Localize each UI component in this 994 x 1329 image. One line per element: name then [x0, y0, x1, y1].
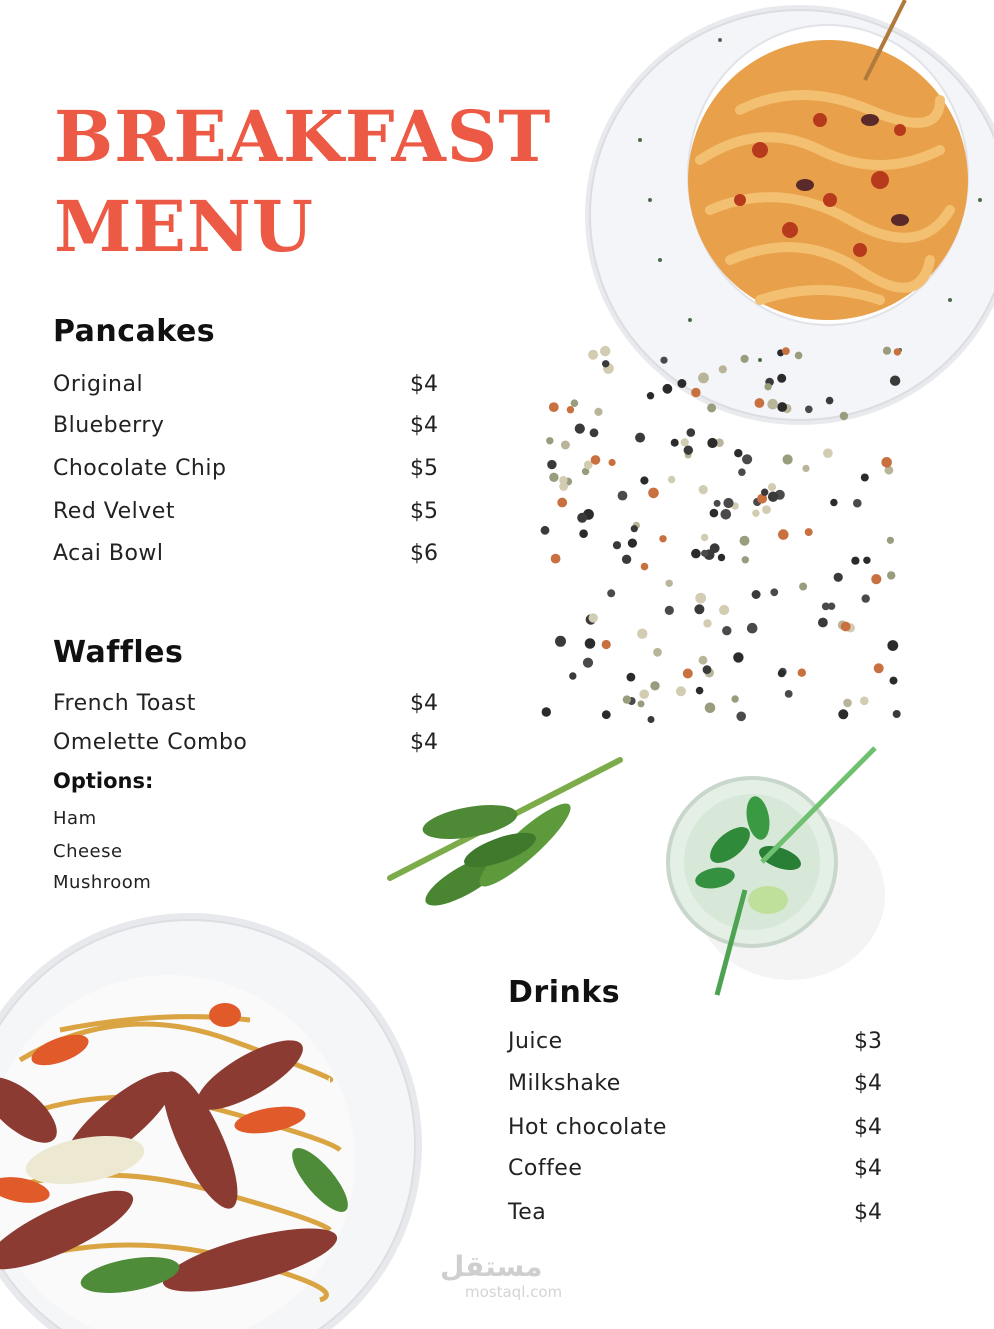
peppercorn — [547, 460, 556, 469]
peppercorn — [551, 554, 561, 564]
option-item: Cheese — [53, 841, 123, 862]
peppercorn — [770, 588, 778, 596]
peppercorn — [719, 605, 729, 615]
peppercorn — [637, 629, 647, 639]
menu-item-price: $4 — [410, 730, 438, 755]
peppercorn — [714, 500, 721, 507]
peppercorn — [802, 465, 809, 472]
menu-item-price: $3 — [854, 1029, 882, 1054]
peppercorn — [569, 672, 576, 679]
peppercorn — [590, 428, 599, 437]
peppercorn — [698, 373, 709, 384]
menu-item-name: Coffee — [508, 1156, 583, 1181]
peppercorn — [628, 539, 637, 548]
peppercorn — [640, 476, 648, 484]
peppercorn — [557, 498, 567, 508]
peppercorn — [591, 455, 601, 465]
peppercorn — [834, 573, 843, 582]
menu-item-name: Hot chocolate — [508, 1115, 667, 1140]
peppercorn — [830, 499, 837, 506]
peppercorn — [631, 525, 638, 532]
menu-item-price: $4 — [410, 691, 438, 716]
menu-item-price: $5 — [410, 456, 438, 481]
peppercorn — [799, 583, 807, 591]
peppercorn — [639, 689, 649, 699]
peppercorn — [768, 492, 778, 502]
peppercorn — [733, 652, 743, 662]
peppercorn — [843, 699, 852, 708]
peppercorn — [665, 606, 674, 615]
menu-item-price: $4 — [854, 1115, 882, 1140]
options-heading: Options: — [53, 769, 154, 793]
peppercorn — [648, 716, 655, 723]
peppercorn — [719, 365, 727, 373]
peppercorn — [738, 468, 746, 476]
peppercorn — [755, 398, 765, 408]
peppercorn — [684, 446, 693, 455]
peppercorn — [602, 640, 611, 649]
peppercorn — [638, 700, 645, 707]
peppercorn — [840, 412, 848, 420]
peppercorn — [600, 346, 610, 356]
peppercorn — [823, 448, 833, 458]
menu-item-price: $4 — [410, 413, 438, 438]
peppercorn — [602, 710, 611, 719]
peppercorn — [671, 439, 679, 447]
peppercorn — [736, 712, 746, 722]
peppercorn — [742, 556, 749, 563]
peppercorn — [613, 541, 621, 549]
peppercorn — [828, 603, 835, 610]
peppercorn — [635, 433, 645, 443]
peppercorn — [696, 687, 704, 695]
peppercorn — [627, 673, 636, 682]
peppercorn — [579, 529, 588, 538]
peppercorn — [890, 677, 898, 685]
peppercorn — [841, 622, 851, 632]
peppercorn — [777, 374, 786, 383]
peppercorn — [577, 513, 587, 523]
peppercorn — [851, 557, 859, 565]
peppercorn — [641, 563, 649, 571]
peppercorn — [687, 428, 696, 437]
peppercorn — [567, 406, 574, 413]
peppercorn — [707, 403, 716, 412]
peppercorn — [798, 669, 806, 677]
steak-plate-image — [0, 913, 422, 1329]
menu-item-name: Juice — [508, 1029, 563, 1054]
peppercorn — [860, 697, 869, 706]
peppercorn — [691, 388, 700, 397]
peppercorn — [701, 550, 708, 557]
peppercorn — [701, 534, 708, 541]
peppercorn — [594, 408, 602, 416]
peppercorn — [887, 571, 895, 579]
peppercorn — [559, 476, 567, 484]
peppercorn — [695, 593, 706, 604]
peppercorn — [668, 476, 675, 483]
peppercorn — [747, 623, 758, 634]
peppercorn — [731, 695, 738, 702]
peppercorn — [805, 406, 813, 414]
menu-item-price: $6 — [410, 541, 438, 566]
peppercorn — [862, 594, 870, 602]
watermark-logo: مستقل — [440, 1250, 543, 1283]
peppercorn — [602, 360, 609, 367]
peppercorn — [767, 399, 778, 410]
menu-title-line2: MENU — [54, 185, 314, 268]
menu-item-name: Red Velvet — [53, 499, 175, 524]
menu-item-name: Chocolate Chip — [53, 456, 227, 481]
menu-item-price: $4 — [854, 1071, 882, 1096]
peppercorn — [555, 636, 566, 647]
peppercorn — [718, 554, 725, 561]
menu-item-name: Original — [53, 372, 144, 397]
peppercorn — [707, 438, 717, 448]
peppercorn — [660, 357, 667, 364]
peppercorn — [721, 509, 732, 520]
peppercorn — [659, 535, 666, 542]
peppercorn — [549, 402, 559, 412]
peppercorn — [705, 703, 716, 714]
peppercorn — [677, 379, 686, 388]
peppercorn — [853, 499, 862, 508]
peppercorn — [887, 537, 894, 544]
peppercorn — [710, 543, 720, 553]
peppercorn — [588, 350, 598, 360]
waffles-heading: Waffles — [53, 635, 184, 670]
peppercorn — [549, 473, 558, 482]
peppercorn — [585, 638, 596, 649]
peppercorn — [805, 528, 813, 536]
peppercorn — [683, 669, 693, 679]
peppercorn — [694, 604, 704, 614]
peppercorn — [740, 536, 750, 546]
peppercorn — [710, 509, 719, 518]
peppercorn — [861, 474, 869, 482]
peppercorn — [723, 498, 733, 508]
menu-item-name: Blueberry — [53, 413, 165, 438]
peppercorn — [778, 670, 786, 678]
peppercorn — [893, 710, 901, 718]
peppercorn — [648, 488, 659, 499]
peppercorn — [887, 640, 898, 651]
peppercorn — [542, 707, 551, 716]
peppercorn — [722, 626, 731, 635]
peppercorn — [883, 347, 891, 355]
peppercorn — [871, 574, 881, 584]
peppercorn — [618, 491, 628, 501]
peppercorn — [589, 613, 598, 622]
pancakes-heading: Pancakes — [53, 314, 216, 349]
peppercorn — [653, 648, 662, 657]
peppercorn — [571, 399, 579, 407]
peppercorn — [768, 483, 776, 491]
peppercorn — [741, 355, 749, 363]
peppercorn — [777, 402, 787, 412]
mojito-glass-image — [668, 748, 885, 995]
menu-item-name: Omelette Combo — [53, 730, 248, 755]
menu-item-price: $5 — [410, 499, 438, 524]
menu-item-name: French Toast — [53, 691, 196, 716]
peppercorn — [894, 348, 901, 355]
peppercorn — [666, 580, 673, 587]
peppercorn — [622, 555, 631, 564]
peppercorn — [541, 526, 550, 535]
menu-item-price: $4 — [410, 372, 438, 397]
peppercorn — [752, 590, 761, 599]
sage-leaves-image — [390, 760, 620, 915]
peppercorn — [703, 665, 712, 674]
peppercorn — [778, 529, 789, 540]
peppercorn — [752, 510, 759, 517]
menu-title-line1: BREAKFAST — [54, 95, 552, 178]
peppercorn — [761, 489, 768, 496]
peppercorn — [676, 686, 686, 696]
peppercorn — [742, 454, 752, 464]
option-item: Mushroom — [53, 872, 152, 893]
peppercorn — [764, 383, 771, 390]
peppercorn — [691, 549, 701, 559]
peppercorn — [699, 485, 708, 494]
peppercorn — [782, 347, 790, 355]
menu-item-price: $4 — [854, 1200, 882, 1225]
peppercorn — [583, 658, 593, 668]
drinks-heading: Drinks — [508, 975, 621, 1010]
peppercorn — [734, 449, 742, 457]
peppercorn — [874, 663, 884, 673]
pasta-plate-image — [585, 0, 994, 425]
peppercorn — [890, 376, 900, 386]
peppercorn — [818, 618, 828, 628]
peppercorn — [650, 681, 659, 690]
menu-title — [54, 92, 551, 272]
menu-item-name: Tea — [508, 1200, 547, 1225]
peppercorn — [762, 505, 771, 514]
peppercorn — [546, 437, 553, 444]
peppercorn — [681, 438, 689, 446]
peppercorn — [699, 656, 708, 665]
peppercorn — [795, 352, 803, 360]
peppercorn — [575, 424, 585, 434]
peppercorn — [838, 709, 848, 719]
peppercorn — [863, 557, 870, 564]
option-item: Ham — [53, 808, 97, 829]
peppercorn — [647, 392, 654, 399]
menu-item-price: $4 — [854, 1156, 882, 1181]
peppercorn — [881, 457, 892, 468]
peppercorn — [826, 397, 834, 405]
menu-item-name: Acai Bowl — [53, 541, 164, 566]
watermark-url: mostaql.com — [465, 1283, 563, 1301]
menu-item-name: Milkshake — [508, 1071, 621, 1096]
peppercorn — [703, 619, 711, 627]
peppercorn — [785, 690, 793, 698]
peppercorn — [561, 441, 570, 450]
peppercorn — [663, 384, 673, 394]
peppercorn — [783, 454, 793, 464]
peppercorn — [609, 459, 616, 466]
peppercorn — [607, 589, 615, 597]
peppercorn — [623, 695, 631, 703]
